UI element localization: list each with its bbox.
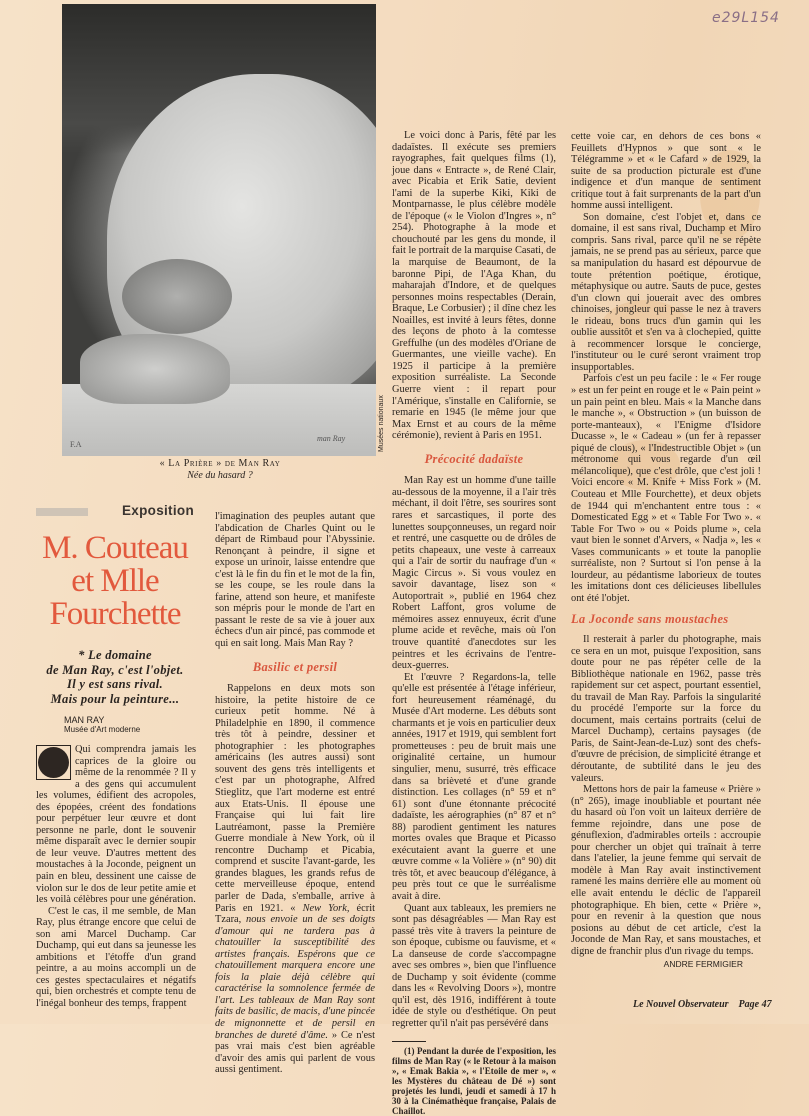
exhibition-info xyxy=(64,715,140,735)
deck-line: * Le domaine xyxy=(78,648,152,662)
article-deck xyxy=(30,648,200,706)
column-3 xyxy=(392,130,556,1116)
column-4 xyxy=(571,131,761,971)
photo-caption xyxy=(120,458,320,482)
footnote-rule xyxy=(392,1041,426,1042)
section-kicker xyxy=(36,505,194,519)
paragraph: C'est le cas, il me semble, de Man Ray, plus étrange encore que celui de son ami Marcel Duchamp. Car Duchamp, qui eut dans sa jeunesse les ambitions et l'étoffe d'un grand peintre, a au moins accompli un de ces gestes spectaculaires et négatifs qui, bien orchestrés et compte tenu de l'inégal bonheur des temps, frappent xyxy=(36,905,196,1010)
quote-text: nous envoie un de ses doigts d'amour qui ne tardera pas à chatouiller la susceptibilité des artistes français. Espérons que ce chatouillement marquera encore une fois la plaie déjà célèbre qui caractérise la somnolence fermée de l'art. Les tableaux de Man Ray sont faits de basilic, de macis, d'une pincée de mignonnette et de persil en branches de dureté d'âme. xyxy=(215,914,375,1041)
paragraph-text: Qui comprendra jamais les caprices de la gloire ou même de la renommée ? Il y a des gens qui accumulent les volumes, édifient des acropoles, des épopées, créent des fondations pour perpétuer leur œuvre et dont personne ne parle, dont le souvenir même disparaît avec le dernier soupir de leur veuve. D'autres mettent des moustaches à la Joconde, peignent un pain en bleu, dessinent une caisse de violon sur le dos de leur petite amie et les voilà célèbres pour une génération. xyxy=(36,744,196,906)
quote-text: New York, xyxy=(302,902,350,914)
paragraph: Son domaine, c'est l'objet et, dans ce domaine, il est sans rival, Duchamp et Miro compris. Sans rival, parce qu'il ne se répète jamais, ne se prend pas au sérieux, parce que sa manipulation du hasard est dépourvue de toute prétention poétique, érotique, métaphysique ou autre. Sauts de puce, gestes d'un clown qui jouerait avec des ombres chinoises, jongleur qui passe le nez à travers le rideau, bons trucs d'un gamin qui les oublie aussitôt et s'en va à clochepied, quitte à recommencer lorsque le concierge, l'instituteur ou le curé seront vraiment trop insupportables. xyxy=(571,211,761,373)
publication-name: Le Nouvel Observateur xyxy=(633,999,729,1010)
caption-title: « La Prière » de Man Ray xyxy=(159,458,281,469)
caption-subtitle: Née du hasard ? xyxy=(187,470,253,481)
exhibition-venue: Musée d'Art moderne xyxy=(64,725,141,734)
paragraph: Parfois c'est un peu facile : le « Fer rouge » est un fer peint en rouge et le « Pain peint » un pain peint en bleu. Mais « la Manche dans le manche », « Obstruction » (un buisson de porte-manteaux), « l'Enigme d'Isidore Ducasse », le « Cadeau » (un fer à repasser piqué de clous), « l'Indestructible Objet » (un métronome qui vous regarde d'un œil mélancolique), que c'est drôle, que c'est joli ! Voici encore « M. Knife + Miss Fork » (M. Couteau et Mlle Fourchette), et deux objets de 1944 qui m'enchantent entre tous : « Domesticated Egg » et « Table For Two ». « Table For Two » ou « Poids plume », cela vaut bien le sonnet d'Arvers, « Nadja », les « Vases communicants » et toute la panoplie surréaliste, non ? Surtout si l'on pense à la lourdeur, au pédantisme laborieux de toutes les imitations dont ces délicieuses libellules ont été l'objet. xyxy=(571,373,761,604)
photo-initials: F.A xyxy=(70,440,82,449)
paragraph xyxy=(36,744,196,906)
exhibition-artist: MAN RAY xyxy=(64,715,105,725)
subheading: Précocité dadaïste xyxy=(424,451,524,466)
archive-handwritten-mark: e29L154 xyxy=(712,10,780,26)
text: écrit Tzara, xyxy=(215,902,375,926)
paragraph: Et l'œuvre ? Regardons-la, telle qu'elle est présentée à l'étage inférieur, fort heureusement réaménagé, du Musée d'Art moderne. Les débuts sont charmants et je vois en particulier deux années, 1917 et 1919, qui semblent fort prometteuses : peu de bruit mais une originalité certaine, un humour singulier, menu, susurré, très efficace dans sa brièveté et d'une grande distinction. Les collages (n° 59 et n° 61) sont d'une étonnante précocité dadaïste, les aérographies (n° 87 et n° 88) parodient gentiment les natures mortes ovales que Braque et Picasso exécutaient avant la guerre et une œuvre comme « la Volière » (n° 90) dit très tôt, et avec beaucoup d'élégance, à peu près tout ce que le surréalisme avait à dire. xyxy=(392,671,556,902)
title-line: Fourchette xyxy=(49,596,181,632)
photo-credit: Musées nationaux xyxy=(378,395,385,452)
subheading: Basilic et persil xyxy=(252,659,338,674)
column-2 xyxy=(215,511,375,1076)
subheading: La Joconde sans moustaches xyxy=(571,612,729,627)
deck-line: Mais pour la peinture... xyxy=(50,691,180,706)
paragraph: Il resterait à parler du photographe, mais ce sera en un mot, puisque l'exposition, sans doute pour ne pas répéter celle de la Bibliothèque nationale en 1962, passe très rapidement sur cet aspect, pourtant essentiel, du travail de Man Ray. Parfois la singularité du procédé l'emporte sur la force du document, mais certains portraits (celui de Marcel Duchamp), certains paysages (de Paris, de Saint-Jean-de-Luz) sont des chefs-d'œuvre de précision, de simplicité étrange et déroutante, de subtilité dans le jeu des valeurs. xyxy=(571,633,761,784)
page-footer xyxy=(633,999,772,1010)
paragraph xyxy=(215,683,375,1076)
footnote: (1) Pendant la durée de l'exposition, les films de Man Ray (« le Retour à la maison », « Emak Bakia », « l'Etoile de mer », « les Mystères du château de Dé ») sont projetés les lundi, jeudi et samedi à 17 h 30 à la Cinémathèque française, Palais de Chaillot. xyxy=(392,1045,556,1116)
paragraph: cette voie car, en dehors de ces bons « Feuillets d'Hypnos » que sont « le Télégramme » et « le Cafard » de 1929, la suite de sa production picturale est d'une indigence et d'un manque de sentiment critique tout à fait surprenants de la part d'un homme aussi intelligent. xyxy=(571,131,761,212)
paragraph: Quant aux tableaux, les premiers ne sont pas désagréables — Man Ray est passé très vite à travers la peinture de son époque, cubisme ou fauvisme, et « La danseuse de corde s'accompagne avec ses ombres », bien que l'influence de Duchamp y soit évidente (comme dans les « Revolving Doors »), montre qu'il est, dès 1916, indifférent à toute idée de style ou d'esthétique. On peut regretter qu'il n'ait pas persévéré dans xyxy=(392,902,556,1030)
column-1 xyxy=(36,744,196,1010)
text: » Ce n'est pas vrai mais c'est bien agréable d'avoir des amis qui parlent de vous aussi gentiment. xyxy=(215,1029,375,1076)
paragraph: Mettons hors de pair la fameuse « Prière » (n° 265), image inoubliable et pourtant née du hasard où l'on voit un laiteux derrière de femme rejoindre, dans une pose de génuflexion, d'admirables orteils : accroupie pour chercher un objet qui traînait à terre dans l'atelier, la jeune femme qui servait de modèle à Man Ray avait instinctivement ramené les mains derrière elle au moment où elle avait entendu le déclic de l'appareil photographique. Eh bien, cette « Prière », pour en revenir à la question que nous posions au début de cet article, c'est la Joconde de Man Ray, et sans moustaches, et digne de franchir plus d'un rivage du temps. xyxy=(571,784,761,957)
title-line: M. Couteau xyxy=(42,530,188,566)
page-number: Page 47 xyxy=(738,999,772,1010)
author-byline: ANDRE FERMIGIER xyxy=(663,959,743,970)
text: Rappelons en deux mots son histoire, la petite histoire de ce curieux petit homme. Né à Philadelphie en 1890, il commence très tôt à peindre, dessiner et photographier : les photographes américains (les autres aussi) sont souvent des gens très intelligents et c'est par un photographe, Alfred Stieglitz, que l'art moderne est entré aux Etats-Unis. Il épouse une Française qui lui fait lire Lautréamont, passe la Première Guerre mondiale à New York, où il rencontre Duchamp et Picabia, comprend et suscite l'avant-garde, les grandes blagues, les grands refus de cette merveilleuse époque, entend parler de Dada, s'emballe, arrive à Paris en 1921. « xyxy=(215,683,375,914)
deck-line: de Man Ray, c'est l'objet. xyxy=(46,662,184,677)
deck-line: Il y est sans rival. xyxy=(67,677,163,691)
photo-signature: man Ray xyxy=(317,434,346,443)
paragraph: l'imagination des peuples autant que l'abdication de Charles Quint ou le départ de Rimbaud pour l'Abyssinie. Renonçant à peindre, il signe et expose un urinoir, laisse entendre que c'est là le fin du fin et le mot de la fin, se les coupe, se les roule dans la farine, attend son heure, et manifeste son mépris pour le monde de l'art en passant le reste de sa vie à jouer aux échecs d'un air pincé, pas commode et qui en sait long. Mais Man Ray ? xyxy=(215,511,375,650)
title-line: et Mlle xyxy=(71,563,159,599)
photo-la-priere xyxy=(62,4,376,456)
paragraph: Man Ray est un homme d'une taille au-dessous de la moyenne, il a l'air très méchant, il doit l'être, ses sourires sont rares et sarcastiques, il porte des lunettes soupçonneuses, un regard noir et rentré, une casquette ou de drôles de petits chapeaux, une veste à carreaux qui a l'air de sortir du naufrage d'un « Magic Circus ». Si vous voulez en savoir davantage, lisez son « Autoportrait », publié en 1964 chez Robert Laffont, gros volume de mémoires assez ennuyeux, écrit d'une plume acide et revêche, mais où l'on trouve quantité d'anecdotes sur les peintres et les écrivains de l'entre-deux-guerres. xyxy=(392,475,556,672)
paragraph: Le voici donc à Paris, fêté par les dadaïstes. Il exécute ses premiers rayographes, fait quelques films (1), joue dans « Entracte », de René Clair, avec Picabia et Erik Satie, devient l'ami de la superbe Kiki, Kiki de Montparnasse, le plus célèbre modèle de l'époque (« le Violon d'Ingres », n° 254). Photographe à la mode et chouchouté par les gens du monde, il fait le portrait de la marquise Casati, de la marquise de Beaumont, de la baronne Pipi, de l'Aga Khan, du maharajah d'Indore, et de quelques personnes moins respectables (Derain, Braque, Le Corbusier) ; il dîne chez les Noailles, est invité à leurs fêtes, donne des leçons de photo à la comtesse Greffulhe (un des modèles d'Oriane de Guermantes, une vieille vache). En 1925 il participe à la première exposition surréaliste. La Seconde Guerre vient : il repart pour l'Amérique, s'installe en Californie, se remarie en 1945 (le même jour que Max Ernst et au cours de la même cérémonie), revient à Paris en 1951. xyxy=(392,130,556,442)
article-title xyxy=(30,532,200,631)
kicker-text: Exposition xyxy=(121,503,194,518)
dropcap-ornament xyxy=(36,745,71,780)
